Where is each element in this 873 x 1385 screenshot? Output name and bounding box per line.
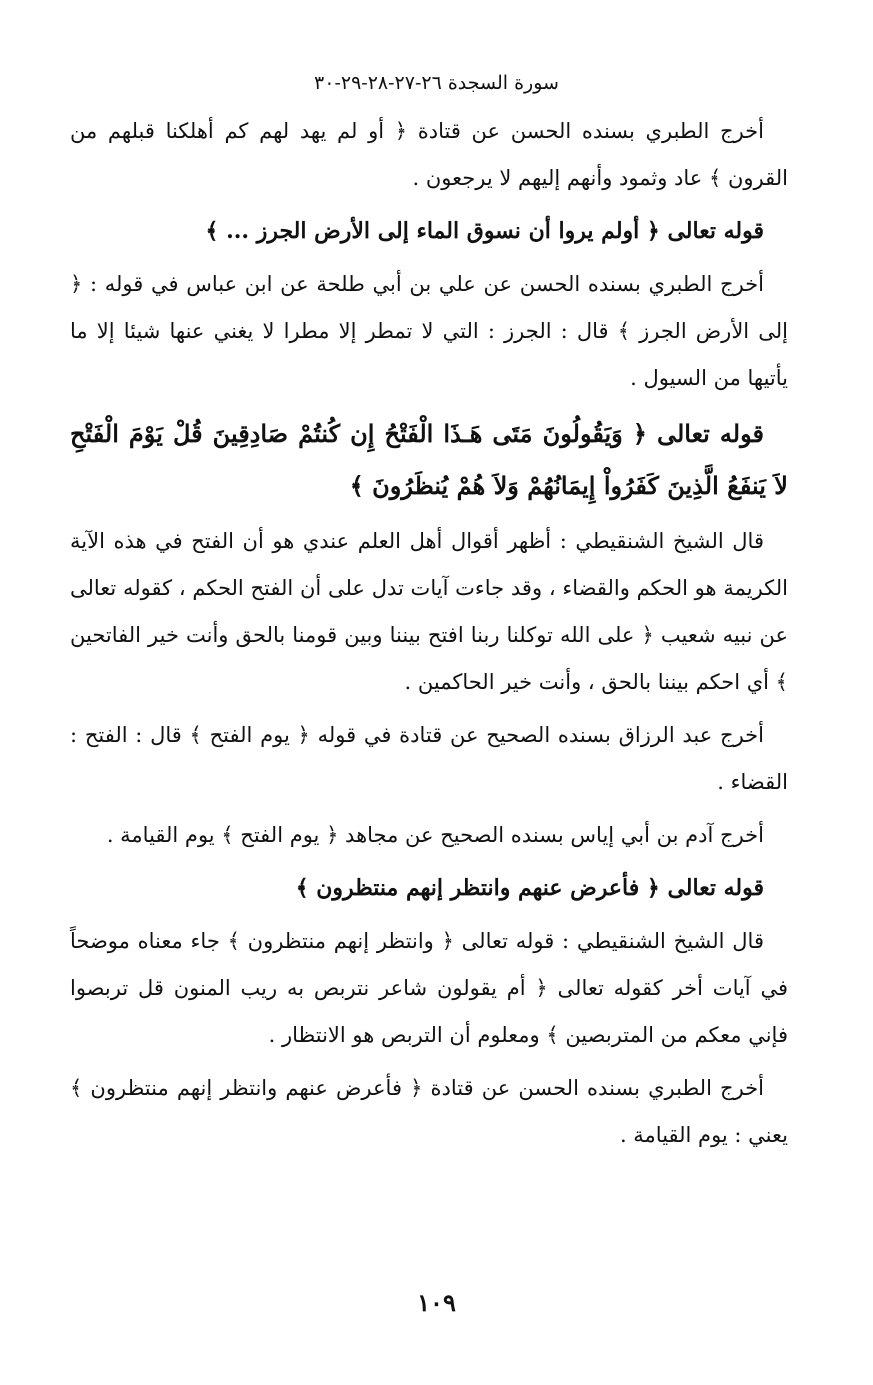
paragraph: قال الشيخ الشنقيطي : أظهر أقوال أهل العلم عندي هو أن الفتح في هذه الآية الكريمة هو الحكم والقضاء ، وقد جاءت آيات تدل على أن الفتح الحكم ، كقوله تعالى عن نبيه شعيب ﴿ على الله توكلنا ربنا افتح بيننا وبين قومنا بالحق وأنت خير الفاتحين ﴾ أي احكم بيننا بالحق ، وأنت خير الحاكمين . <box>70 529 788 694</box>
paragraph: أخرج الطبري بسنده الحسن عن قتادة ﴿ أو لم يهد لهم كم أهلكنا قبلهم من القرون ﴾ عاد وثمود وأنهم إليهم لا يرجعون . <box>70 119 788 190</box>
paragraph: أخرج آدم بن أبي إياس بسنده الصحيح عن مجاهد ﴿ يوم الفتح ﴾ يوم القيامة . <box>106 823 764 847</box>
running-header: سورة السجدة ٢٦-٢٧-٢٨-٢٩-٣٠ <box>314 72 559 94</box>
page-number: ١٠٩ <box>417 1288 456 1317</box>
paragraph: أخرج الطبري بسنده الحسن عن قتادة ﴿ فأعرض عنهم وانتظر إنهم منتظرون ﴾ يعني : يوم القيامة . <box>70 1076 788 1147</box>
paragraph: أخرج الطبري بسنده الحسن عن علي بن أبي طلحة عن ابن عباس في قوله : ﴿ إلى الأرض الجرز ﴾ قال : الجرز : التي لا تمطر إلا مطرا لا يغني عنها شيئا إلا ما يأتيها من السيول . <box>70 272 788 390</box>
paragraph: أخرج عبد الرزاق بسنده الصحيح عن قتادة في قوله ﴿ يوم الفتح ﴾ قال : الفتح : القضاء . <box>70 723 788 794</box>
paragraph: قال الشيخ الشنقيطي : قوله تعالى ﴿ وانتظر إنهم منتظرون ﴾ جاء معناه موضحاً في آيات أخر كقوله تعالى ﴿ أم يقولون شاعر نتربص به ريب المنون قل تربصوا فإني معكم من المتربصين ﴾ ومعلوم أن التربص هو الانتظار . <box>70 929 788 1047</box>
page-body <box>70 108 788 1165</box>
section-heading: قوله تعالى ﴿ أولم يروا أن نسوق الماء إلى الأرض الجرز ... ﴾ <box>205 218 764 244</box>
section-heading: قوله تعالى ﴿ فأعرض عنهم وانتظر إنهم منتظرون ﴾ <box>295 875 764 901</box>
section-heading: قوله تعالى ﴿ وَيَقُولُونَ مَتَى هَـذَا الْفَتْحُ إِن كُنتُمْ صَادِقِينَ قُلْ يَوْمَ الْفَتْحِ لاَ يَنفَعُ الَّذِينَ كَفَرُواْ إِيمَانُهُمْ وَلاَ هُمْ يُنظَرُونَ ﴾ <box>70 419 788 500</box>
